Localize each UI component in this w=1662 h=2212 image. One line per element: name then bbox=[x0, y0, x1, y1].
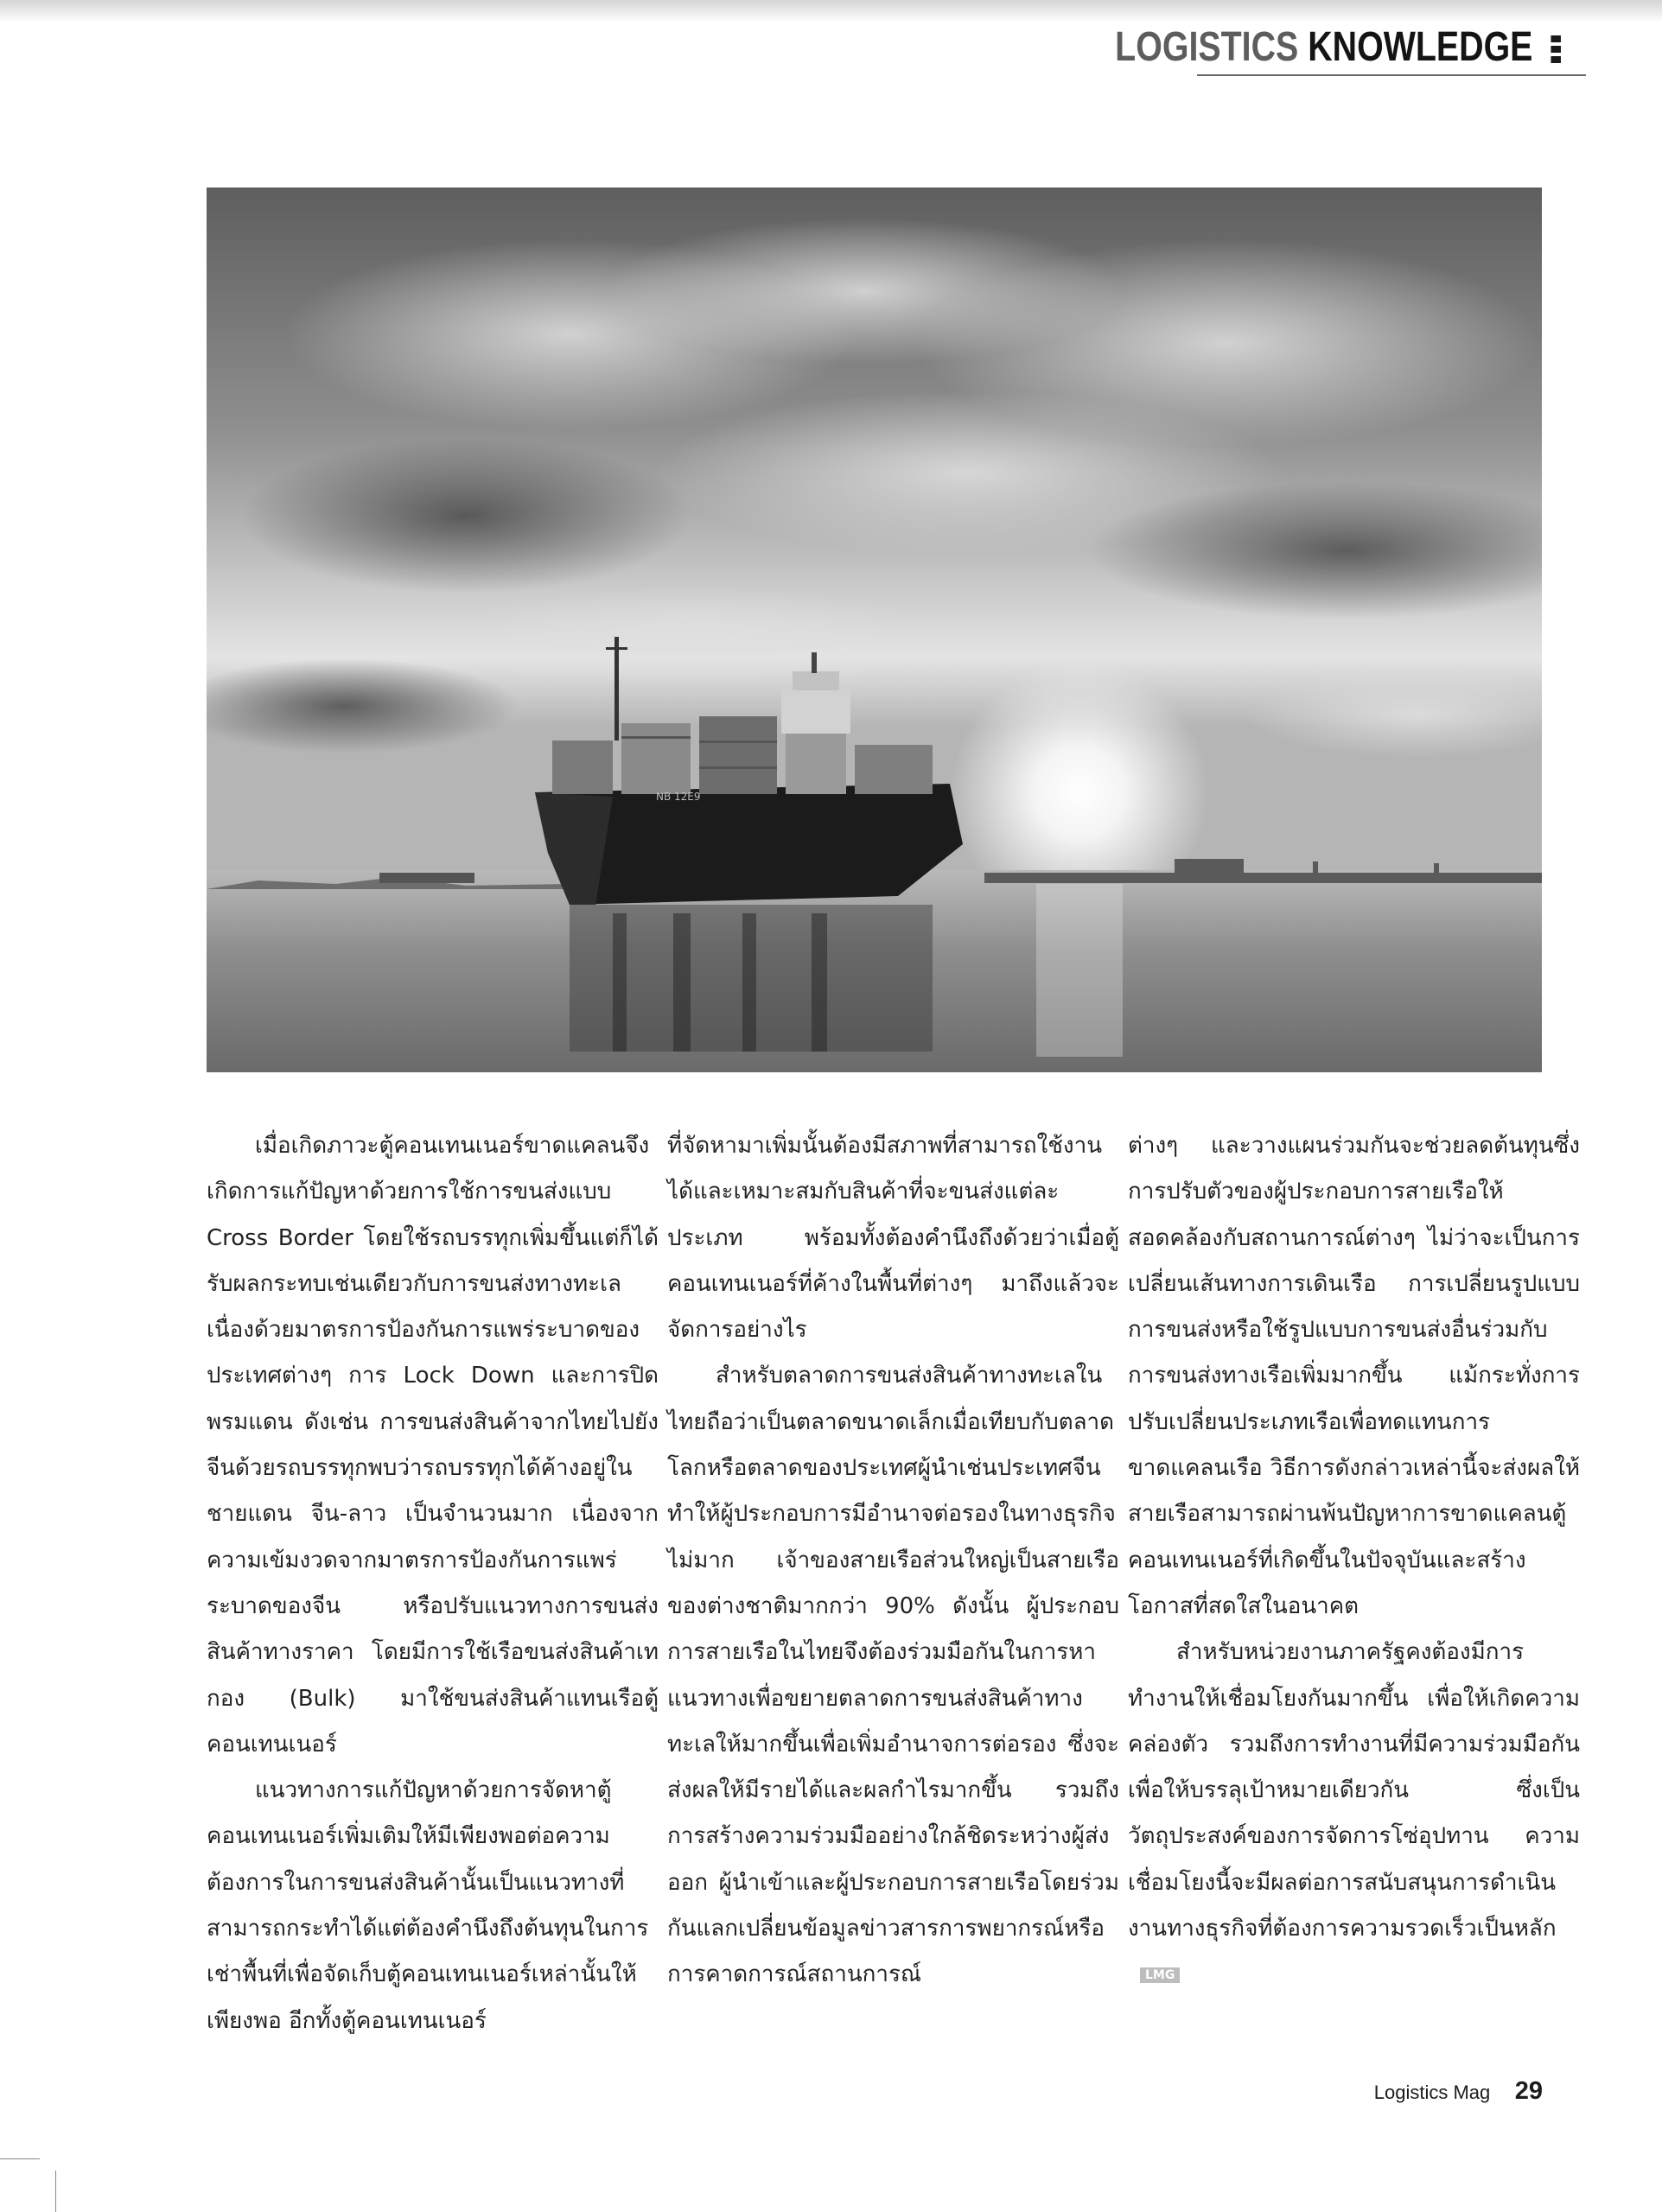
section-header-bold: KNOWLEDGE bbox=[1308, 24, 1533, 70]
container-ship-photo bbox=[207, 188, 1542, 1072]
crop-mark-horizontal bbox=[0, 2158, 40, 2159]
page-number: 29 bbox=[1514, 2077, 1543, 2105]
ship-hull-text: NB 12E9 bbox=[656, 791, 701, 803]
paragraph: สำหรับตลาดการขนส่งสินค้าทางทะเลในไทยถือว่าเป็นตลาดขนาดเล็กเมื่อเทียบกับตลาดโลกหรือตลาดของประเทศผู้นำเช่นประเทศจีน ทำให้ผู้ประกอบการมีอำนาจต่อรองในทางธุรกิจไม่มาก เจ้าของสายเรือส่วนใหญ่เป็นสายเรือของต่างชาติมากกว่า 90% ดังนั้น ผู้ประกอบการสายเรือในไทยจึงต้องร่วมมือกันในการหาแนวทางเพื่อขยายตลาดการขนส่งสินค้าทางทะเลให้มากขึ้นเพื่อเพิ่มอำนาจการต่อรอง ซึ่งจะส่งผลให้มีรายได้และผลกำไรมากขึ้น รวมถึงการสร้างความร่วมมืออย่างใกล้ชิดระหว่างผู้ส่งออก ผู้นำเข้าและผู้ประกอบการสายเรือโดยร่วมกันแลกเปลี่ยนข้อมูลข่าวสารการพยากรณ์หรือการคาดการณ์สถานการณ์ bbox=[667, 1363, 1119, 1988]
page-footer bbox=[1374, 2077, 1543, 2106]
menu-bars-icon bbox=[1551, 32, 1561, 67]
hero-image-container-ship bbox=[207, 188, 1542, 1072]
paragraph-final bbox=[1128, 1630, 1580, 1998]
article-column-3 bbox=[1128, 1123, 1580, 1999]
section-header bbox=[1115, 22, 1561, 73]
page-top-shadow bbox=[0, 0, 1662, 22]
article-column-1 bbox=[207, 1123, 659, 2044]
header-rule bbox=[1197, 74, 1586, 76]
article-column-2 bbox=[667, 1123, 1119, 1999]
paragraph: เมื่อเกิดภาวะตู้คอนเทนเนอร์ขาดแคลนจึงเกิดการแก้ปัญหาด้วยการใช้การขนส่งแบบ Cross Border โดยใช้รถบรรทุกเพิ่มขึ้นแต่ก็ได้รับผลกระทบเช่นเดียวกับการขนส่งทางทะเล เนื่องด้วยมาตรการป้องกันการแพร่ระบาดของประเทศต่างๆ การ Lock Down และการปิดพรมแดน ดังเช่น การขนส่งสินค้าจากไทยไปยังจีนด้วยรถบรรทุกพบว่ารถบรรทุกได้ค้างอยู่ในชายแดน จีน-ลาว เป็นจำนวนมาก เนื่องจากความเข้มงวดจากมาตรการป้องกันการแพร่ระบาดของจีน หรือปรับแนวทางการขนส่งสินค้าทางราคา โดยมีการใช้เรือขนส่งสินค้าเทกอง (Bulk) มาใช้ขนส่งสินค้าแทนเรือตู้คอนเทนเนอร์ bbox=[207, 1133, 659, 1758]
paragraph: ต่างๆ และวางแผนร่วมกันจะช่วยลดต้นทุนซึ่งการปรับตัวของผู้ประกอบการสายเรือให้สอดคล้องกับสถานการณ์ต่างๆ ไม่ว่าจะเป็นการเปลี่ยนเส้นทางการเดินเรือ การเปลี่ยนรูปแบบการขนส่งหรือใช้รูปแบบการขนส่งอื่นร่วมกับการขนส่งทางเรือเพิ่มมากขึ้น แม้กระทั่งการปรับเปลี่ยนประเภทเรือเพื่อทดแทนการขาดแคลนเรือ วิธีการดังกล่าวเหล่านี้จะส่งผลให้สายเรือสามารถผ่านพ้นปัญหาการขาดแคลนตู้คอนเทนเนอร์ที่เกิดขึ้นในปัจจุบันและสร้างโอกาสที่สดใสในอนาคต bbox=[1128, 1133, 1580, 1619]
paragraph: ที่จัดหามาเพิ่มนั้นต้องมีสภาพที่สามารถใช้งานได้และเหมาะสมกับสินค้าที่จะขนส่งแต่ละประเภท พร้อมทั้งต้องคำนึงถึงด้วยว่าเมื่อตู้คอนเทนเนอร์ที่ค้างในพื้นที่ต่างๆ มาถึงแล้วจะจัดการอย่างไร bbox=[667, 1133, 1119, 1344]
paragraph-text: สำหรับหน่วยงานภาครัฐคงต้องมีการทำงานให้เชื่อมโยงกันมากขึ้น เพื่อให้เกิดความคล่องตัว รวมถึงการทำงานที่มีความร่วมมือกัน เพื่อให้บรรลุเป้าหมายเดียวกัน ซึ่งเป็นวัตถุประสงค์ของการจัดการโซ่อุปทาน ความเชื่อมโยงนี้จะมีผลต่อการสนับสนุนการดำเนินงานทางธุรกิจที่ต้องการความรวดเร็วเป็นหลัก bbox=[1128, 1639, 1580, 1942]
crop-mark-vertical bbox=[55, 2171, 56, 2212]
paragraph: แนวทางการแก้ปัญหาด้วยการจัดหาตู้คอนเทนเนอร์เพิ่มเติมให้มีเพียงพอต่อความต้องการในการขนส่งสินค้านั้นเป็นแนวทางที่สามารถกระทำได้แต่ต้องคำนึงถึงต้นทุนในการเช่าพื้นที่เพื่อจัดเก็บตู้คอนเทนเนอร์เหล่านั้นให้เพียงพอ อีกทั้งตู้คอนเทนเนอร์ bbox=[207, 1777, 649, 2034]
footer-magazine-name: Logistics Mag bbox=[1373, 2082, 1491, 2103]
end-mark-logo: LMG bbox=[1140, 1967, 1180, 1983]
section-header-lead: LOGISTICS bbox=[1115, 24, 1299, 70]
